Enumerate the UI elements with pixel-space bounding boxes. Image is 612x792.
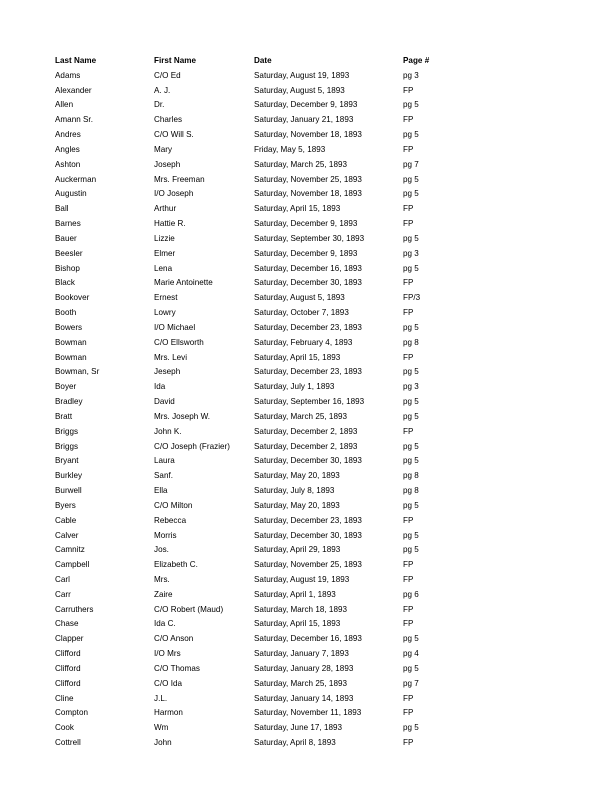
cell-page: FP xyxy=(403,85,414,95)
cell-page: pg 5 xyxy=(403,634,419,644)
cell-date: Saturday, January 28, 1893 xyxy=(254,663,354,673)
cell-first_name: Harmon xyxy=(154,708,183,718)
cell-last_name: Carruthers xyxy=(55,604,94,614)
table-row xyxy=(55,573,555,588)
cell-page: pg 5 xyxy=(403,174,419,184)
cell-first_name: Lena xyxy=(154,263,173,273)
cell-date: Saturday, December 2, 1893 xyxy=(254,426,358,436)
cell-first_name: C/O Will S. xyxy=(154,130,194,140)
cell-date: Saturday, May 20, 1893 xyxy=(254,500,340,510)
table-row xyxy=(55,173,555,188)
cell-date: Saturday, August 5, 1893 xyxy=(254,85,345,95)
cell-date: Saturday, August 19, 1893 xyxy=(254,70,350,80)
cell-last_name: Bowman xyxy=(55,352,87,362)
table-row xyxy=(55,276,555,291)
table-row xyxy=(55,484,555,499)
cell-first_name: Wm xyxy=(154,723,169,733)
table-row xyxy=(55,202,555,217)
cell-date: Saturday, January 21, 1893 xyxy=(254,115,354,125)
cell-last_name: Bauer xyxy=(55,233,77,243)
cell-first_name: C/O Ida xyxy=(154,678,183,688)
cell-page: FP xyxy=(403,219,414,229)
cell-first_name: Ella xyxy=(154,486,168,496)
cell-date: Saturday, November 25, 1893 xyxy=(254,174,362,184)
cell-last_name: Cable xyxy=(55,515,77,525)
cell-page: FP xyxy=(403,352,414,362)
table-row xyxy=(55,721,555,736)
cell-date: Saturday, December 30, 1893 xyxy=(254,278,362,288)
cell-page: pg 7 xyxy=(403,678,419,688)
cell-first_name: Dr. xyxy=(154,100,165,110)
cell-page: FP xyxy=(403,115,414,125)
cell-last_name: Clifford xyxy=(55,663,81,673)
cell-first_name: I/O Michael xyxy=(154,322,196,332)
cell-first_name: Ida xyxy=(154,382,166,392)
cell-last_name: Burkley xyxy=(55,471,83,481)
cell-first_name: C/O Ed xyxy=(154,70,181,80)
cell-last_name: Clifford xyxy=(55,678,81,688)
cell-page: pg 8 xyxy=(403,337,419,347)
cell-first_name: Lowry xyxy=(154,308,176,318)
cell-last_name: Booth xyxy=(55,308,77,318)
cell-date: Saturday, February 4, 1893 xyxy=(254,337,353,347)
table-row xyxy=(55,469,555,484)
cell-last_name: Bookover xyxy=(55,293,90,303)
cell-page: FP xyxy=(403,693,414,703)
cell-page: pg 4 xyxy=(403,649,419,659)
cell-last_name: Bowman, Sr xyxy=(55,367,100,377)
cell-last_name: Calver xyxy=(55,530,79,540)
cell-page: pg 5 xyxy=(403,367,419,377)
cell-last_name: Clapper xyxy=(55,634,84,644)
cell-last_name: Auckerman xyxy=(55,174,97,184)
cell-date: Saturday, April 1, 1893 xyxy=(254,589,336,599)
cell-last_name: Alexander xyxy=(55,85,92,95)
column-header-date: Date xyxy=(254,56,272,65)
name-index-table xyxy=(55,54,555,751)
cell-last_name: Briggs xyxy=(55,426,79,436)
table-row xyxy=(55,454,555,469)
cell-page: pg 5 xyxy=(403,441,419,451)
table-body xyxy=(55,69,555,751)
table-row xyxy=(55,128,555,143)
cell-first_name: Hattie R. xyxy=(154,219,186,229)
table-row xyxy=(55,440,555,455)
cell-date: Saturday, November 18, 1893 xyxy=(254,130,362,140)
cell-last_name: Ashton xyxy=(55,159,81,169)
cell-first_name: J.L. xyxy=(154,693,168,703)
cell-page: pg 5 xyxy=(403,530,419,540)
table-row xyxy=(55,321,555,336)
table-row xyxy=(55,84,555,99)
table-row xyxy=(55,217,555,232)
cell-first_name: Laura xyxy=(154,456,175,466)
cell-last_name: Bratt xyxy=(55,411,73,421)
cell-first_name: C/O Ellsworth xyxy=(154,337,204,347)
cell-last_name: Bowers xyxy=(55,322,83,332)
cell-date: Saturday, June 17, 1893 xyxy=(254,723,343,733)
cell-last_name: Briggs xyxy=(55,441,79,451)
cell-first_name: I/O Joseph xyxy=(154,189,194,199)
cell-first_name: Marie Antoinette xyxy=(154,278,213,288)
cell-last_name: Angles xyxy=(55,144,80,154)
table-row xyxy=(55,588,555,603)
cell-page: pg 8 xyxy=(403,471,419,481)
cell-page: FP xyxy=(403,574,414,584)
table-row xyxy=(55,143,555,158)
table-row xyxy=(55,113,555,128)
cell-date: Saturday, March 25, 1893 xyxy=(254,411,348,421)
cell-last_name: Amann Sr. xyxy=(55,115,93,125)
cell-date: Saturday, December 2, 1893 xyxy=(254,441,358,451)
table-row xyxy=(55,247,555,262)
table-row xyxy=(55,677,555,692)
cell-first_name: Zaire xyxy=(154,589,173,599)
cell-date: Saturday, May 20, 1893 xyxy=(254,471,340,481)
cell-last_name: Burwell xyxy=(55,486,82,496)
cell-date: Saturday, November 25, 1893 xyxy=(254,560,362,570)
cell-date: Saturday, December 23, 1893 xyxy=(254,322,362,332)
cell-first_name: Ernest xyxy=(154,293,178,303)
cell-page: pg 5 xyxy=(403,500,419,510)
cell-date: Saturday, April 15, 1893 xyxy=(254,619,341,629)
cell-date: Saturday, October 7, 1893 xyxy=(254,308,349,318)
cell-date: Saturday, December 9, 1893 xyxy=(254,219,358,229)
cell-last_name: Andres xyxy=(55,130,81,140)
cell-last_name: Camnitz xyxy=(55,545,85,555)
cell-page: pg 5 xyxy=(403,322,419,332)
cell-date: Saturday, August 5, 1893 xyxy=(254,293,345,303)
cell-date: Saturday, September 16, 1893 xyxy=(254,397,365,407)
cell-page: pg 5 xyxy=(403,545,419,555)
table-row xyxy=(55,69,555,84)
cell-last_name: Carl xyxy=(55,574,70,584)
cell-page: pg 5 xyxy=(403,723,419,733)
cell-date: Saturday, July 1, 1893 xyxy=(254,382,335,392)
cell-first_name: Elmer xyxy=(154,248,176,258)
cell-last_name: Chase xyxy=(55,619,79,629)
cell-last_name: Ball xyxy=(55,204,69,214)
cell-first_name: John K. xyxy=(154,426,182,436)
cell-page: pg 8 xyxy=(403,486,419,496)
cell-last_name: Allen xyxy=(55,100,74,110)
cell-last_name: Campbell xyxy=(55,560,90,570)
cell-page: pg 5 xyxy=(403,456,419,466)
cell-page: FP xyxy=(403,308,414,318)
cell-first_name: Mary xyxy=(154,144,173,154)
cell-page: pg 5 xyxy=(403,189,419,199)
cell-page: pg 5 xyxy=(403,411,419,421)
cell-date: Saturday, November 11, 1893 xyxy=(254,708,362,718)
cell-first_name: Elizabeth C. xyxy=(154,560,198,570)
table-row xyxy=(55,187,555,202)
table-row xyxy=(55,647,555,662)
cell-last_name: Adams xyxy=(55,70,81,80)
cell-page: FP xyxy=(403,619,414,629)
cell-date: Saturday, March 25, 1893 xyxy=(254,678,348,688)
cell-first_name: Mrs. xyxy=(154,574,170,584)
cell-first_name: Joseph xyxy=(154,159,181,169)
cell-page: FP xyxy=(403,144,414,154)
table-header xyxy=(55,54,555,69)
cell-first_name: Mrs. Freeman xyxy=(154,174,205,184)
cell-page: pg 6 xyxy=(403,589,419,599)
cell-date: Saturday, December 9, 1893 xyxy=(254,100,358,110)
table-row xyxy=(55,291,555,306)
cell-last_name: Compton xyxy=(55,708,88,718)
cell-date: Saturday, April 15, 1893 xyxy=(254,352,341,362)
cell-page: FP/3 xyxy=(403,293,421,303)
cell-last_name: Bishop xyxy=(55,263,80,273)
cell-first_name: Jos. xyxy=(154,545,169,555)
column-header-page: Page # xyxy=(403,56,430,65)
table-row xyxy=(55,410,555,425)
cell-date: Saturday, December 23, 1893 xyxy=(254,515,362,525)
cell-first_name: Morris xyxy=(154,530,177,540)
cell-date: Saturday, November 18, 1893 xyxy=(254,189,362,199)
cell-first_name: John xyxy=(154,738,172,748)
cell-page: FP xyxy=(403,738,414,748)
cell-page: FP xyxy=(403,708,414,718)
table-row xyxy=(55,529,555,544)
cell-date: Saturday, April 15, 1893 xyxy=(254,204,341,214)
table-row xyxy=(55,232,555,247)
table-row xyxy=(55,336,555,351)
table-row xyxy=(55,692,555,707)
table-row xyxy=(55,706,555,721)
cell-page: pg 5 xyxy=(403,233,419,243)
table-row xyxy=(55,306,555,321)
cell-last_name: Cottrell xyxy=(55,738,81,748)
cell-date: Saturday, December 16, 1893 xyxy=(254,263,362,273)
cell-last_name: Beesler xyxy=(55,248,83,258)
table-row xyxy=(55,603,555,618)
cell-date: Saturday, December 9, 1893 xyxy=(254,248,358,258)
cell-date: Saturday, December 30, 1893 xyxy=(254,456,362,466)
table-header-row xyxy=(55,54,555,69)
cell-page: pg 5 xyxy=(403,100,419,110)
cell-last_name: Bowman xyxy=(55,337,87,347)
cell-first_name: Rebecca xyxy=(154,515,187,525)
cell-first_name: Mrs. Levi xyxy=(154,352,188,362)
cell-first_name: Arthur xyxy=(154,204,177,214)
table-row xyxy=(55,351,555,366)
table-row xyxy=(55,425,555,440)
cell-last_name: Carr xyxy=(55,589,71,599)
cell-page: FP xyxy=(403,204,414,214)
table-row xyxy=(55,617,555,632)
column-header-last-name: Last Name xyxy=(55,56,97,65)
table-row xyxy=(55,158,555,173)
cell-date: Saturday, September 30, 1893 xyxy=(254,233,365,243)
cell-page: pg 5 xyxy=(403,263,419,273)
cell-page: pg 5 xyxy=(403,397,419,407)
cell-date: Saturday, July 8, 1893 xyxy=(254,486,335,496)
cell-first_name: Sanf. xyxy=(154,471,173,481)
cell-date: Friday, May 5, 1893 xyxy=(254,144,326,154)
cell-first_name: C/O Robert (Maud) xyxy=(154,604,224,614)
cell-page: pg 7 xyxy=(403,159,419,169)
cell-page: pg 5 xyxy=(403,663,419,673)
cell-date: Saturday, December 30, 1893 xyxy=(254,530,362,540)
table-row xyxy=(55,736,555,751)
cell-last_name: Clifford xyxy=(55,649,81,659)
cell-page: pg 3 xyxy=(403,248,419,258)
cell-date: Saturday, August 19, 1893 xyxy=(254,574,350,584)
table-row xyxy=(55,632,555,647)
cell-page: FP xyxy=(403,426,414,436)
table-row xyxy=(55,380,555,395)
cell-date: Saturday, January 14, 1893 xyxy=(254,693,354,703)
cell-last_name: Bradley xyxy=(55,397,83,407)
cell-first_name: C/O Milton xyxy=(154,500,193,510)
cell-date: Saturday, December 23, 1893 xyxy=(254,367,362,377)
cell-page: FP xyxy=(403,604,414,614)
cell-last_name: Barnes xyxy=(55,219,81,229)
cell-page: FP xyxy=(403,278,414,288)
table-row xyxy=(55,98,555,113)
table-row xyxy=(55,395,555,410)
cell-first_name: Charles xyxy=(154,115,183,125)
cell-page: pg 3 xyxy=(403,70,419,80)
cell-date: Saturday, January 7, 1893 xyxy=(254,649,349,659)
table-row xyxy=(55,499,555,514)
cell-first_name: Jeseph xyxy=(154,367,181,377)
table-row xyxy=(55,662,555,677)
cell-last_name: Byers xyxy=(55,500,76,510)
cell-first_name: A. J. xyxy=(154,85,171,95)
cell-first_name: Ida C. xyxy=(154,619,176,629)
cell-first_name: I/O Mrs xyxy=(154,649,181,659)
cell-page: pg 3 xyxy=(403,382,419,392)
cell-first_name: C/O Joseph (Frazier) xyxy=(154,441,230,451)
cell-last_name: Augustin xyxy=(55,189,87,199)
cell-date: Saturday, December 16, 1893 xyxy=(254,634,362,644)
cell-first_name: Mrs. Joseph W. xyxy=(154,411,211,421)
cell-page: FP xyxy=(403,560,414,570)
cell-last_name: Black xyxy=(55,278,75,288)
cell-first_name: David xyxy=(154,397,175,407)
cell-last_name: Bryant xyxy=(55,456,79,466)
column-header-first-name: First Name xyxy=(154,56,197,65)
cell-date: Saturday, March 25, 1893 xyxy=(254,159,348,169)
table-row xyxy=(55,543,555,558)
cell-first_name: Lizzie xyxy=(154,233,175,243)
table-row xyxy=(55,514,555,529)
cell-last_name: Cline xyxy=(55,693,74,703)
cell-page: FP xyxy=(403,515,414,525)
cell-date: Saturday, April 29, 1893 xyxy=(254,545,341,555)
table-row xyxy=(55,558,555,573)
cell-last_name: Cook xyxy=(55,723,74,733)
table-row xyxy=(55,262,555,277)
cell-page: pg 5 xyxy=(403,130,419,140)
cell-first_name: C/O Anson xyxy=(154,634,194,644)
cell-date: Saturday, April 8, 1893 xyxy=(254,738,336,748)
cell-first_name: C/O Thomas xyxy=(154,663,200,673)
cell-last_name: Boyer xyxy=(55,382,77,392)
table-row xyxy=(55,365,555,380)
cell-date: Saturday, March 18, 1893 xyxy=(254,604,348,614)
